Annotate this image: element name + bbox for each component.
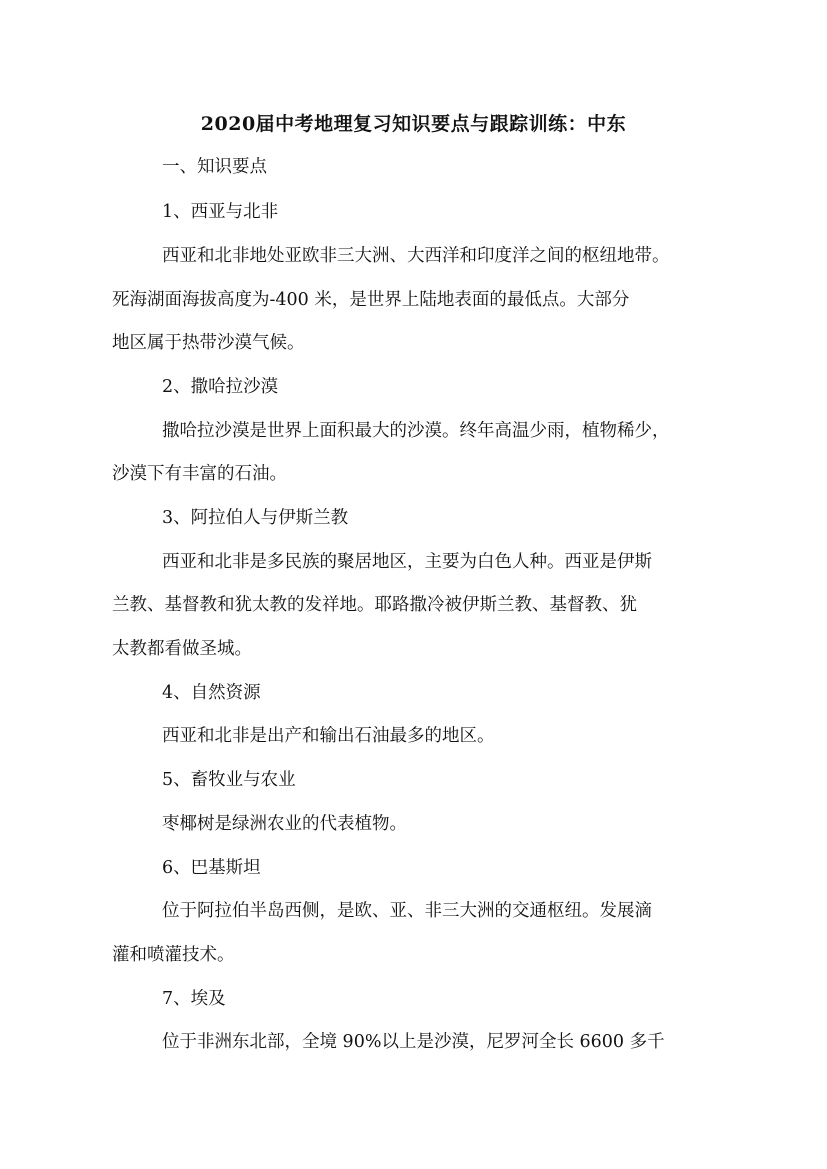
topic-heading: 2、撒哈拉沙漠 xyxy=(162,377,279,397)
paragraph-line: 西亚和北非是出产和输出石油最多的地区。 xyxy=(162,726,495,746)
paragraph-line: 西亚和北非地处亚欧非三大洲、大西洋和印度洋之间的枢纽地带。 xyxy=(162,246,670,266)
paragraph-line: 西亚和北非是多民族的聚居地区，主要为白色人种。西亚是伊斯 xyxy=(162,552,652,572)
document-title: 2020届中考地理复习知识要点与跟踪训练：中东 xyxy=(200,113,627,135)
section-heading: 一、知识要点 xyxy=(162,157,267,177)
paragraph-line: 兰教、基督教和犹太教的发祥地。耶路撒冷被伊斯兰教、基督教、犹 xyxy=(112,595,637,615)
paragraph-line: 枣椰树是绿洲农业的代表植物。 xyxy=(162,814,407,834)
topic-heading: 4、自然资源 xyxy=(162,683,261,703)
topic-heading: 7、埃及 xyxy=(162,989,226,1009)
paragraph-line: 地区属于热带沙漠气候。 xyxy=(112,333,305,353)
topic-heading: 3、阿拉伯人与伊斯兰教 xyxy=(162,508,349,528)
paragraph-line: 位于阿拉伯半岛西侧，是欧、亚、非三大洲的交通枢纽。发展滴 xyxy=(162,901,652,921)
paragraph-line: 撒哈拉沙漠是世界上面积最大的沙漠。终年高温少雨，植物稀少， xyxy=(162,421,670,441)
topic-heading: 5、畜牧业与农业 xyxy=(162,770,296,790)
paragraph-line: 沙漠下有丰富的石油。 xyxy=(112,464,287,484)
paragraph-line: 灌和喷灌技术。 xyxy=(112,945,235,965)
paragraph-line: 位于非洲东北部，全境 90%以上是沙漠，尼罗河全长 6600 多千 xyxy=(162,1032,665,1052)
paragraph-line: 太教都看做圣城。 xyxy=(112,639,252,659)
topic-heading: 6、巴基斯坦 xyxy=(162,858,261,878)
paragraph-line: 死海湖面海拔高度为-400 米，是世界上陆地表面的最低点。大部分 xyxy=(112,290,630,310)
topic-heading: 1、西亚与北非 xyxy=(162,202,279,222)
